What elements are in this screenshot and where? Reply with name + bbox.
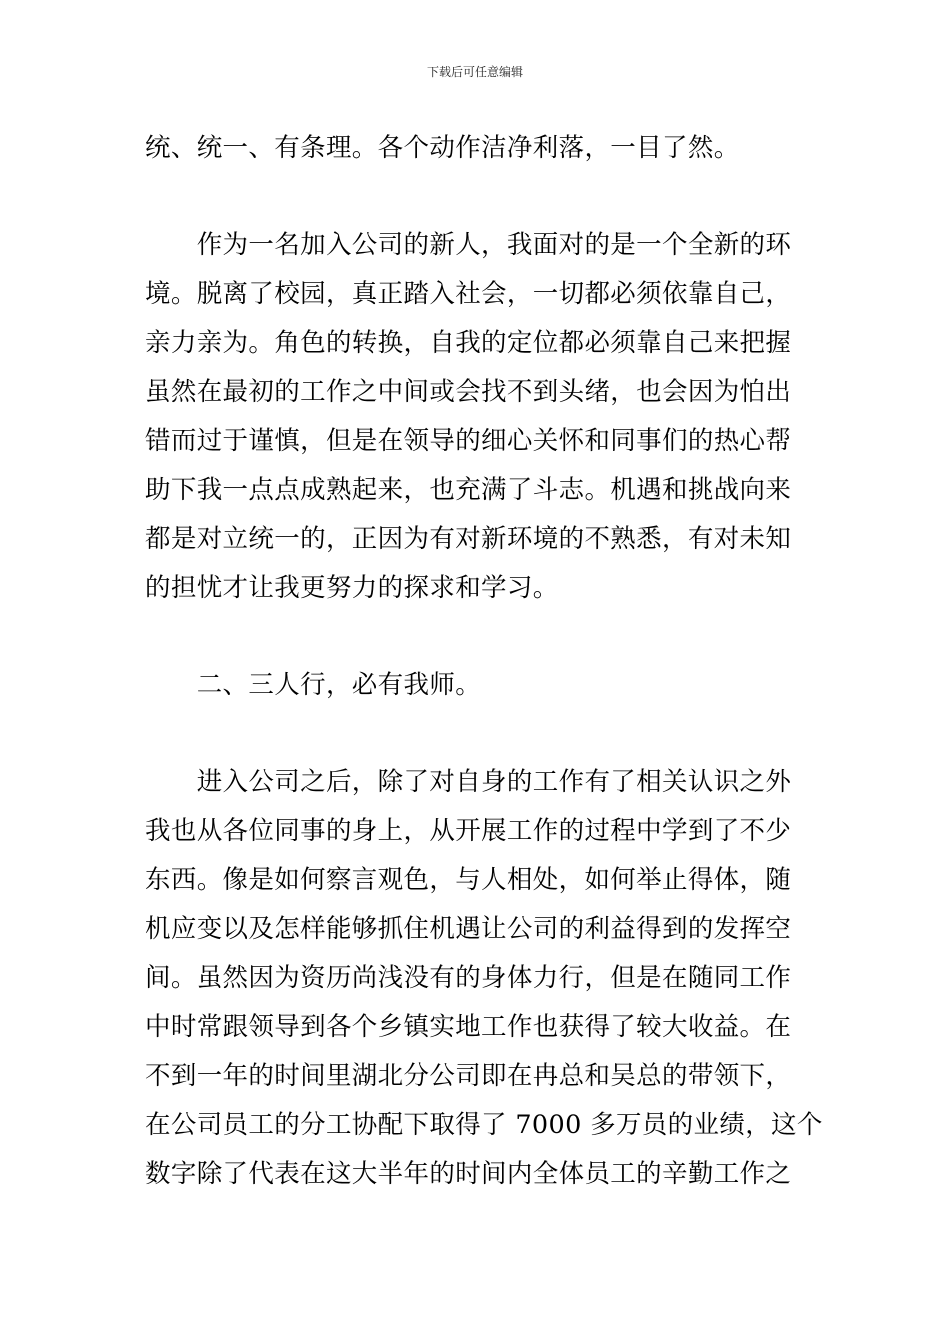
text-line: 我也从各位同事的身上，从开展工作的过程中学到了不少 [145,816,792,846]
text-line: 助下我一点点成熟起来，也充满了斗志。机遇和挑战向来 [145,475,792,505]
text-line: 虽然在最初的工作之中间或会找不到头绪，也会因为怕出 [145,377,792,407]
text-line: 境。脱离了校园，真正踏入社会，一切都必须依靠自己， [145,279,792,309]
page-header: 下载后可任意编辑 [426,65,523,79]
text-line: 进入公司之后，除了对自身的工作有了相关认识之外 [145,767,792,797]
text-line: 中时常跟领导到各个乡镇实地工作也获得了较大收益。在 [145,1012,792,1042]
text-line: 亲力亲为。角色的转换，自我的定位都必须靠自己来把握 [145,328,792,358]
heading-line: 二、三人行，必有我师。 [145,670,482,700]
text-line: 数字除了代表在这大半年的时间内全体员工的辛勤工作之 [145,1159,792,1189]
paragraph-1 [145,124,810,173]
document-body [145,124,823,1199]
text-line: 在公司员工的分工协配下取得了 7000 多万员的业绩，这个 [145,1110,823,1140]
paragraph-3 [145,758,823,1199]
text-line: 不到一年的时间里湖北分公司即在冉总和吴总的带领下， [145,1061,792,1091]
section-heading [145,661,810,710]
text-line: 统、统一、有条理。各个动作洁净利落，一目了然。 [145,133,740,163]
text-line: 的担忧才让我更努力的探求和学习。 [145,573,559,603]
paragraph-2 [145,221,810,613]
text-line: 错而过于谨慎，但是在领导的细心关怀和同事们的热心帮 [145,426,792,456]
text-line: 机应变以及怎样能够抓住机遇让公司的利益得到的发挥空 [145,914,792,944]
text-line: 都是对立统一的，正因为有对新环境的不熟悉，有对未知 [145,524,792,554]
text-line: 间。虽然因为资历尚浅没有的身体力行，但是在随同工作 [145,963,792,993]
text-line: 作为一名加入公司的新人，我面对的是一个全新的环 [145,230,792,260]
text-line: 东西。像是如何察言观色，与人相处，如何举止得体，随 [145,865,792,895]
